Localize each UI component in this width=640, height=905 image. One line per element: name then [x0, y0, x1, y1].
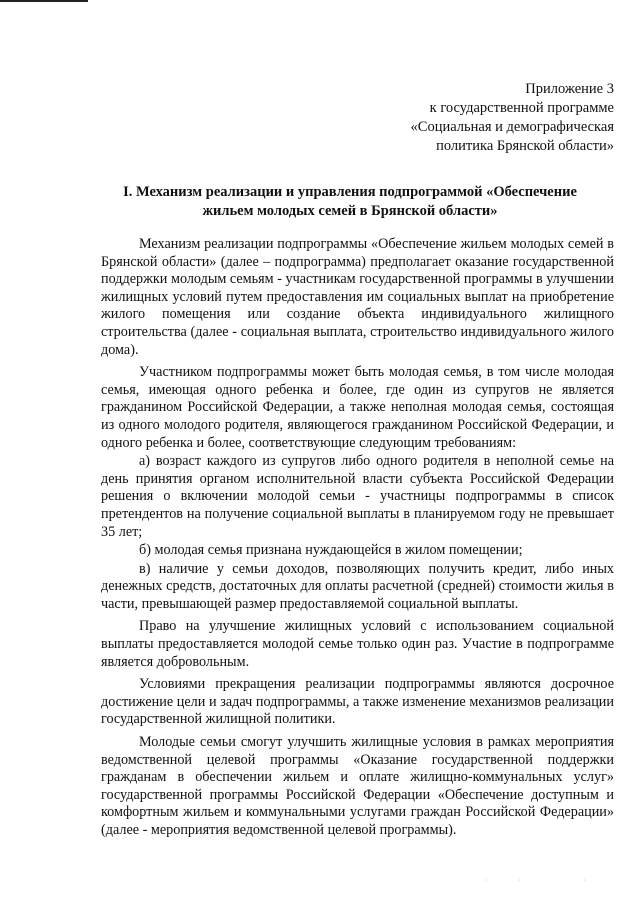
annex-line: политика Брянской области»: [436, 138, 614, 154]
paragraph-mechanism: Механизм реализации подпрограммы «Обеспечение жильем молодых семей в Брянской области» (далее – подпрограмма) предполагает оказание государственной поддержки молодым семьям - участникам государственной программы в улучшении жилищных условий путем предоставления им социальных выплат на приобретение жилого помещения или создание объекта индивидуального жилищного строительства (далее - социальная выплата, строительство индивидуального жилого дома).: [101, 236, 614, 358]
scan-top-rule: [0, 0, 88, 2]
section-heading-line-2: жильем молодых семей в Брянской области»: [202, 203, 498, 219]
paragraph-right-once: Право на улучшение жилищных условий с использованием социальной выплаты предоставляется молодой семье только один раз. Участие в подпрограмме является добровольным.: [101, 618, 614, 670]
section-heading-line-1: I. Механизм реализации и управления подпрограммой «Обеспечение: [123, 184, 577, 200]
paragraph-termination: Условиями прекращения реализации подпрограммы являются досрочное достижение цели и задач подпрограммы, а также изменение механизмов реализации государственной жилищной политики.: [101, 676, 614, 728]
document-body: [101, 236, 614, 845]
requirement-b: б) молодая семья признана нуждающейся в жилом помещении;: [139, 542, 523, 559]
annex-line: «Социальная и демографическая: [410, 119, 614, 135]
annex-line: к государственной программе: [429, 100, 614, 116]
paragraph-departmental-program: Молодые семьи смогут улучшить жилищные условия в рамках мероприятия ведомственной целевой программы «Оказание государственной поддержки гражданам в обеспечении жильем и оплате жилищно-коммунальных услуг» государственной программы Российской Федерации «Обеспечение доступным и комфортным жильем и коммунальными услугами граждан Российской Федерации» (далее - мероприятия ведомственной целевой программы).: [101, 734, 614, 838]
requirement-a: а) возраст каждого из супругов либо одного родителя в неполной семье на день принятия органом исполнительной власти субъекта Российской Федерации решения о включении молодой семьи - участницы подпрограммы в список претендентов на получение социальной выплаты в планируемом году не превышает 35 лет;: [101, 453, 614, 540]
requirement-c: в) наличие у семьи доходов, позволяющих получить кредит, либо иных денежных средств, достаточных для оплаты расчетной (средней) стоимости жилья в части, превышающей размер предоставляемой социальной выплаты.: [101, 560, 614, 612]
section-heading: [100, 183, 600, 221]
annex-block: [411, 80, 614, 156]
annex-line: Приложение 3: [525, 81, 614, 97]
paragraph-participants: Участником подпрограммы может быть молодая семья, в том числе молодая семья, имеющая одного ребенка и более, где один из супругов не является гражданином Российской Федерации, а также неполная молодая семья, состоящая из одного молодого родителя, являющегося гражданином Российской Федерации, и одного ребенка и более, соответствующие следующим требованиям:: [101, 364, 614, 451]
scan-noise: · · · ·: [485, 876, 600, 885]
